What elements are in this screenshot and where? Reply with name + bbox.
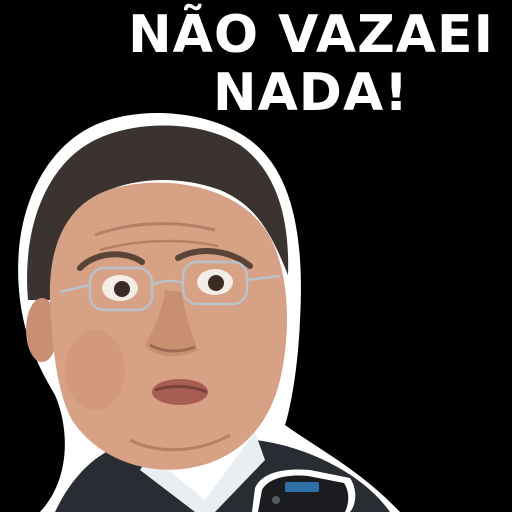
caption — [0, 6, 512, 122]
caption-line-2: NADA! — [213, 63, 409, 123]
mouth — [152, 379, 208, 405]
caption-line-1: NÃO VAZAEI — [128, 5, 494, 65]
cheek — [65, 330, 125, 410]
left-iris — [114, 281, 130, 297]
right-iris — [208, 275, 224, 291]
